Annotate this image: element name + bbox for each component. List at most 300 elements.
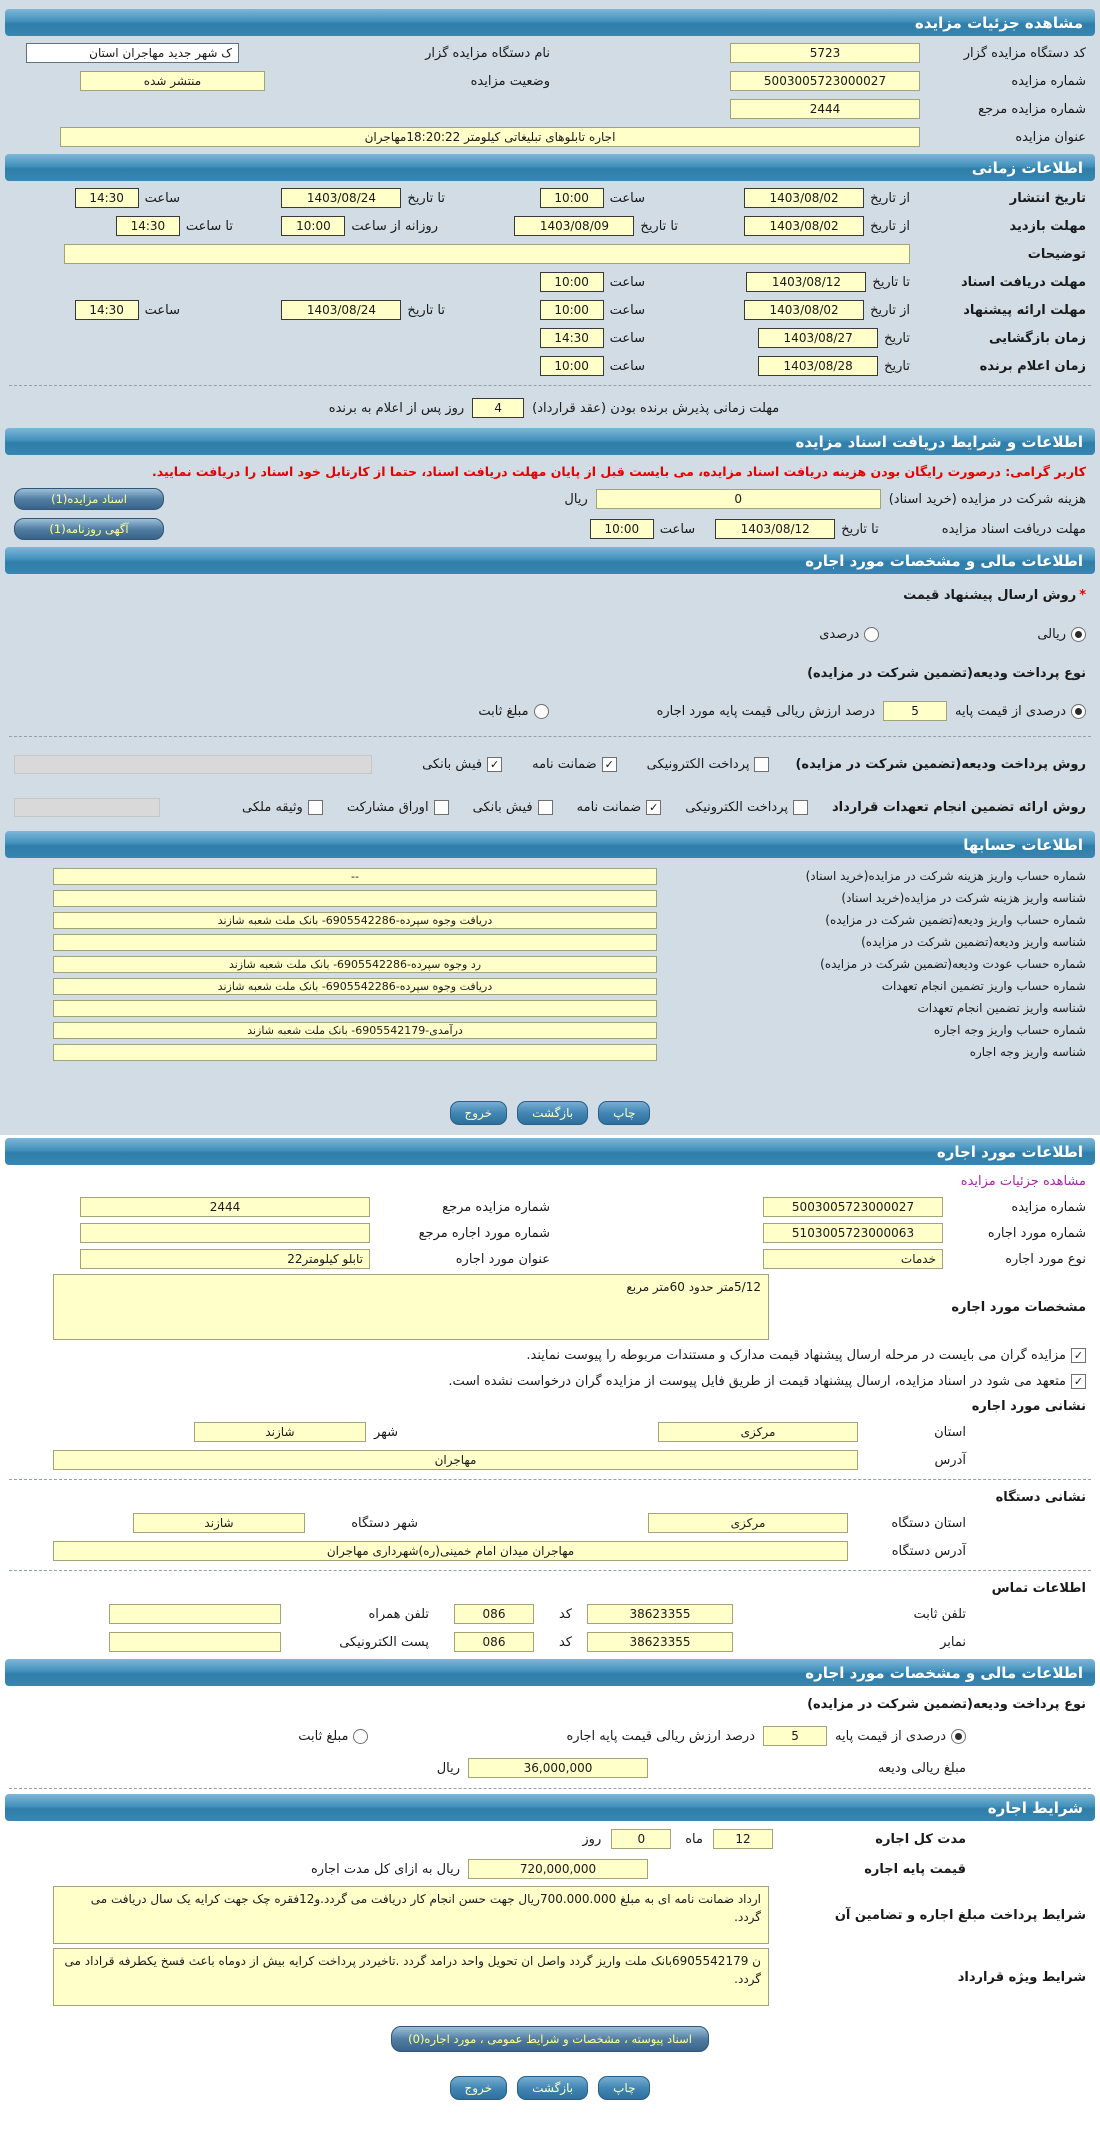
- no-file-note-row: [0, 1368, 1100, 1394]
- base-price-field[interactable]: 720,000,000: [468, 1859, 648, 1879]
- visit-from-time-field[interactable]: 10:00: [281, 216, 345, 236]
- rental-auction-ref-label: شماره مزایده مرجع: [442, 1199, 550, 1215]
- opening-time-field[interactable]: 14:30: [540, 328, 604, 348]
- fax-label: نمابر: [940, 1634, 966, 1650]
- fixed-amount-label-2: مبلغ ثابت: [298, 1728, 349, 1744]
- fax-code-field[interactable]: 086: [454, 1632, 534, 1652]
- account-label: شماره حساب عودت ودیعه(تضمین شرکت در مزایده): [820, 957, 1086, 971]
- percent-radio-label: درصدی: [819, 626, 860, 642]
- publish-to-time-group: [50, 188, 180, 208]
- back-button[interactable]: بازگشت: [517, 1101, 588, 1125]
- auction-ref-label: شماره مزایده مرجع: [978, 101, 1086, 117]
- percent-suffix-label-2: درصد ارزش ریالی قیمت پایه اجاره: [566, 1728, 756, 1744]
- rental-item-number-label: شماره مورد اجاره: [987, 1225, 1086, 1241]
- rental-item-number-row: [0, 1220, 1100, 1246]
- address-field[interactable]: مهاجران: [53, 1450, 858, 1470]
- duration-row: [0, 1824, 1100, 1854]
- no-file-note-checkbox[interactable]: [1071, 1374, 1086, 1389]
- province-label: استان: [934, 1424, 966, 1440]
- rental-item-ref-group: [14, 1223, 550, 1243]
- deposit-pay-method-label: روش پرداخت ودیعه(تضمین شرکت در مزایده): [795, 756, 1086, 772]
- agency-code-field[interactable]: 5723: [730, 43, 920, 63]
- price-method-options-row: [0, 613, 1100, 655]
- rental-auction-ref-field[interactable]: 2444: [80, 1197, 370, 1217]
- agency-name-label: نام دستگاه مزایده گزار: [425, 45, 550, 61]
- auction-title-row: [0, 123, 1100, 151]
- rental-specs-textarea[interactable]: 5/12متر حدود 60متر مربع: [53, 1274, 769, 1340]
- daily-from-label: روزانه از ساعت: [351, 218, 438, 234]
- area-code-label: کد: [558, 1606, 572, 1622]
- docs-warning-text: کاربر گرامی: درصورت رایگان بودن هزینه دریافت اسناد مزایده، می بایست قبل از پایان مهلت دریافت اسناد، حتما از کارتابل خود اسناد را دریافت نمایید.: [152, 463, 1086, 479]
- publish-label: تاریخ انتشار: [1009, 190, 1086, 206]
- rental-title-group: [14, 1249, 550, 1269]
- docs-receive-deadline-label: مهلت دریافت اسناد: [960, 274, 1086, 290]
- org-address-header: نشانی دستگاه: [995, 1489, 1086, 1505]
- percent-base-radio-2[interactable]: [951, 1729, 966, 1744]
- deposit-percent-row: [0, 691, 1100, 731]
- section-header-timing: [5, 154, 1095, 181]
- to-date-label: تا تاریخ: [872, 274, 910, 290]
- contract-guarantee-row: [0, 786, 1100, 828]
- item-address-row: [0, 1446, 1100, 1474]
- auction-title-label: عنوان مزایده: [1015, 129, 1086, 145]
- section-title-accounts: اطلاعات حسابها: [963, 835, 1083, 854]
- percent-base-label-2: درصدی از قیمت پایه: [835, 1728, 946, 1744]
- print-button-bottom[interactable]: چاپ: [598, 2076, 650, 2100]
- account-row: [0, 953, 1100, 975]
- rental-auction-ref-group: [14, 1197, 550, 1217]
- publish-to-time-field[interactable]: 14:30: [75, 188, 139, 208]
- offer-from-time-group: [515, 300, 645, 320]
- agency-name-input[interactable]: ک شهر جدید مهاجران استان: [26, 43, 239, 63]
- publish-to-group: [235, 188, 445, 208]
- offer-from-group: [700, 300, 910, 320]
- rental-auction-number-field[interactable]: 5003005723000027: [763, 1197, 943, 1217]
- docs-deadline-date-group: [715, 519, 879, 539]
- org-province-label: استان دستگاه: [891, 1515, 966, 1531]
- item-province-city-row: [0, 1418, 1100, 1446]
- fax-field[interactable]: 38623355: [587, 1632, 733, 1652]
- docs-deadline-label: مهلت دریافت اسناد مزایده: [941, 521, 1086, 537]
- docs-fee-field[interactable]: 0: [596, 489, 881, 509]
- opening-time-row: [0, 324, 1100, 352]
- docs-deadline-date-field[interactable]: 1403/08/12: [746, 272, 866, 292]
- back-button-bottom[interactable]: بازگشت: [517, 2076, 588, 2100]
- account-label: شناسه واریز تضمین انجام تعهدات: [917, 1001, 1086, 1015]
- area-code-label: کد: [558, 1634, 572, 1650]
- visit-to-group: [468, 216, 678, 236]
- address-label: آدرس: [934, 1452, 966, 1468]
- docs-fee-label: هزینه شرکت در مزایده (خرید اسناد): [888, 491, 1086, 507]
- section-header-financial: [5, 547, 1095, 574]
- deposit-type-row: [0, 655, 1100, 691]
- account-field[interactable]: [53, 1044, 657, 1061]
- fixed-amount-label: مبلغ ثابت: [478, 703, 529, 719]
- section-header-docs: [5, 428, 1095, 455]
- separator: [9, 1570, 1091, 1571]
- month-label: ماه: [685, 1831, 703, 1847]
- offer-deadline-row: [0, 296, 1100, 324]
- account-field[interactable]: دریافت وجوه سپرده-6905542286- بانک ملت شعبه شازند: [53, 912, 657, 929]
- guarantee-bank-receipt-label: فیش بانکی: [472, 799, 533, 815]
- visit-from-date-field[interactable]: 1403/08/02: [744, 216, 864, 236]
- email-label: پست الکترونیکی: [339, 1634, 429, 1650]
- agency-code-group: [550, 43, 1086, 63]
- section-title-auction-details: مشاهده جزئیات مزایده: [914, 13, 1083, 32]
- auction-ref-field[interactable]: 2444: [730, 99, 920, 119]
- deposit-amount-row: [0, 1753, 1100, 1783]
- section-header-rental-item: [5, 1138, 1095, 1165]
- auction-status-label: وضعیت مزایده: [470, 73, 550, 89]
- participation-bonds-checkbox[interactable]: [434, 800, 449, 815]
- deposit-type-label: نوع پرداخت ودیعه(تضمین شرکت در مزایده): [807, 665, 1086, 681]
- section-header-accounts: [5, 831, 1095, 858]
- winner-label: زمان اعلام برنده: [979, 358, 1086, 374]
- no-file-note-label: متعهد می شود در اسناد مزایده، ارسال پیشنهاد قیمت از طریق فایل پیوست از مزایده گران درخواست نشده است.: [448, 1373, 1066, 1389]
- base-price-label: قیمت پایه اجاره: [864, 1861, 966, 1877]
- offer-to-time-field[interactable]: 14:30: [75, 300, 139, 320]
- account-row: [0, 997, 1100, 1019]
- acceptance-deadline-row: [0, 391, 1100, 425]
- section-header-auction-details: [5, 9, 1095, 36]
- publish-from-time-group: [515, 188, 645, 208]
- auction-status-group: [14, 71, 550, 91]
- separator: [9, 385, 1091, 386]
- mobile-label: تلفن همراه: [368, 1606, 429, 1622]
- offer-label: مهلت ارائه پیشنهاد: [963, 302, 1086, 318]
- account-row: [0, 931, 1100, 953]
- property-collateral-checkbox[interactable]: [308, 800, 323, 815]
- section-title-rental-item: اطلاعات مورد اجاره: [936, 1142, 1083, 1161]
- org-province-field[interactable]: مرکزی: [648, 1513, 848, 1533]
- offer-to-date-field[interactable]: 1403/08/24: [281, 300, 401, 320]
- hour-label: ساعت: [609, 302, 645, 318]
- org-city-label: شهر دستگاه: [351, 1515, 418, 1531]
- to-date-label: تا تاریخ: [407, 302, 445, 318]
- org-address-row: [0, 1537, 1100, 1565]
- from-date-label: از تاریخ: [870, 218, 910, 234]
- to-date-label: تا تاریخ: [841, 521, 879, 537]
- rental-type-label: نوع مورد اجاره: [1005, 1251, 1086, 1267]
- publish-from-time-field[interactable]: 10:00: [540, 188, 604, 208]
- item-address-header: نشانی مورد اجاره: [971, 1398, 1086, 1414]
- hour-label: ساعت: [144, 190, 180, 206]
- guarantee-letter2-checkbox[interactable]: [646, 800, 661, 815]
- view-auction-details-row: [0, 1168, 1100, 1194]
- auction-documents-button[interactable]: اسناد مزایده(1): [14, 488, 164, 510]
- attach-note-checkbox[interactable]: [1071, 1348, 1086, 1363]
- percent-base-radio[interactable]: [1071, 704, 1086, 719]
- date-label: تاریخ: [884, 330, 910, 346]
- rental-auction-number-label: شماره مزایده: [1011, 1199, 1086, 1215]
- winner-date-field[interactable]: 1403/08/28: [758, 356, 878, 376]
- contact-header: اطلاعات تماس: [991, 1580, 1086, 1596]
- agency-name-group: [14, 43, 550, 63]
- mobile-field[interactable]: [109, 1604, 281, 1624]
- special-terms-row: [0, 1946, 1100, 2008]
- rental-title-field[interactable]: تابلو کیلومتر22: [80, 1249, 370, 1269]
- hour-label: ساعت: [609, 330, 645, 346]
- phone-row: [0, 1600, 1100, 1628]
- offer-from-date-field[interactable]: 1403/08/02: [744, 300, 864, 320]
- docs-fee-row: [0, 484, 1100, 514]
- guarantee-letter2-label: ضمانت نامه: [576, 799, 642, 815]
- from-date-label: از تاریخ: [870, 302, 910, 318]
- bank-receipt-checkbox[interactable]: [487, 757, 502, 772]
- rental-type-field[interactable]: خدمات: [763, 1249, 943, 1269]
- rial-label: ریال: [564, 491, 588, 507]
- auction-number-row: [0, 67, 1100, 95]
- auction-title-field[interactable]: اجاره تابلوهای تبلیغاتی کیلومتر 18:20:22مهاجران: [60, 127, 920, 147]
- day-label: روز: [582, 1831, 602, 1847]
- org-address-label: آدرس دستگاه: [891, 1543, 966, 1559]
- city-field[interactable]: شازند: [194, 1422, 366, 1442]
- account-label: شماره حساب واریز وجه اجاره: [933, 1023, 1086, 1037]
- visit-from-group: [700, 216, 910, 236]
- opening-label: زمان بازگشایی: [989, 330, 1086, 346]
- percent-suffix-label: درصد ارزش ریالی قیمت پایه مورد اجاره: [656, 703, 876, 719]
- auction-number-field[interactable]: 5003005723000027: [730, 71, 920, 91]
- acceptance-suffix-label: روز پس از اعلام به برنده: [328, 400, 465, 416]
- opening-time-group: [515, 328, 645, 348]
- account-label: شناسه واریز وجه اجاره: [969, 1045, 1086, 1059]
- account-field[interactable]: [53, 1000, 657, 1017]
- base-price-suffix-label: ریال به ازای کل مدت اجاره: [311, 1861, 460, 1877]
- guarantee-bank-receipt-checkbox[interactable]: [538, 800, 553, 815]
- deposit-percent-row-2: [0, 1719, 1100, 1753]
- percent-base-label: درصدی از قیمت پایه: [955, 703, 1066, 719]
- duration-months-field[interactable]: 12: [713, 1829, 773, 1849]
- auction-number-group: [550, 71, 1086, 91]
- account-field[interactable]: رد وجوه سپرده-6905542286- بانک ملت شعبه شازند: [53, 956, 657, 973]
- base-price-row: [0, 1854, 1100, 1884]
- docs-deadline-row: [0, 514, 1100, 544]
- electronic-payment-label: پرداخت الکترونیکی: [646, 756, 750, 772]
- item-address-header-row: [0, 1394, 1100, 1418]
- account-label: شماره حساب واریز ودیعه(تضمین شرکت در مزایده): [825, 913, 1086, 927]
- guarantee-electronic-label: پرداخت الکترونیکی: [685, 799, 788, 815]
- description-row: [0, 240, 1100, 268]
- account-field[interactable]: [53, 934, 657, 951]
- province-field[interactable]: مرکزی: [658, 1422, 858, 1442]
- electronic-payment-checkbox[interactable]: [754, 757, 769, 772]
- exit-button[interactable]: خروج: [450, 1101, 508, 1125]
- visit-to-time-group: [88, 216, 233, 236]
- percent-value-field[interactable]: 5: [883, 701, 947, 721]
- special-terms-textarea[interactable]: ن 6905542179بانک ملت واریز گردد واصل ان تحویل واحد درامد گردد .تاخیردر پرداخت کرایه بیش از دوماه باعث فسخ یکطرفه قراداد می گردد.: [53, 1948, 769, 2006]
- opening-date-group: [700, 328, 910, 348]
- auction-number-label: شماره مزایده: [1011, 73, 1086, 89]
- account-label: شناسه واریز هزینه شرکت در مزایده(خرید اسناد): [841, 891, 1086, 905]
- org-province-city-row: [0, 1509, 1100, 1537]
- contract-guarantee-label: روش ارائه تضمین انجام تعهدات قرارداد: [832, 799, 1086, 815]
- fixed-amount-radio[interactable]: [534, 704, 549, 719]
- deposit-type-label-2: نوع پرداخت ودیعه(تضمین شرکت در مزایده): [807, 1696, 1086, 1712]
- account-row: [0, 865, 1100, 887]
- account-field[interactable]: [53, 890, 657, 907]
- account-label: شماره حساب واریز هزینه شرکت در مزایده(خرید اسناد): [805, 869, 1086, 883]
- separator: [9, 1788, 1091, 1789]
- city-label: شهر: [373, 1424, 398, 1440]
- docs-deadline-date-field2[interactable]: 1403/08/12: [715, 519, 835, 539]
- docs-deadline-time-group: [590, 519, 695, 539]
- account-row: [0, 887, 1100, 909]
- rental-specs-row: [0, 1272, 1100, 1342]
- publish-from-date-field[interactable]: 1403/08/02: [744, 188, 864, 208]
- rial-label: ریال: [436, 1760, 460, 1776]
- percent-value-field-2[interactable]: 5: [763, 1726, 827, 1746]
- from-date-label: از تاریخ: [870, 190, 910, 206]
- org-city-field[interactable]: شازند: [133, 1513, 305, 1533]
- guarantee-letter-label: ضمانت نامه: [532, 756, 597, 772]
- price-method-row: [0, 577, 1100, 613]
- payment-terms-label: شرایط پرداخت مبلغ اجاره و تضامین آن: [834, 1907, 1086, 1923]
- winner-time-field[interactable]: 10:00: [540, 356, 604, 376]
- fax-row: [0, 1628, 1100, 1656]
- opening-date-field[interactable]: 1403/08/27: [758, 328, 878, 348]
- auction-status-field[interactable]: منتشر شده: [80, 71, 265, 91]
- section-header-financial-2: [5, 1659, 1095, 1686]
- attach-note-row: [0, 1342, 1100, 1368]
- attachments-row: [0, 2008, 1100, 2062]
- contact-header-row: [0, 1576, 1100, 1600]
- docs-receive-deadline-row: [0, 268, 1100, 296]
- exit-button-bottom[interactable]: خروج: [450, 2076, 508, 2100]
- phone-label: تلفن ثابت: [913, 1606, 966, 1622]
- to-date-label: تا تاریخ: [640, 218, 678, 234]
- deposit-type-row-2: [0, 1689, 1100, 1719]
- to-date-label: تا تاریخ: [407, 190, 445, 206]
- docs-deadline-time-field[interactable]: 10:00: [540, 272, 604, 292]
- winner-date-group: [700, 356, 910, 376]
- print-button[interactable]: چاپ: [598, 1101, 650, 1125]
- publish-from-group: [700, 188, 910, 208]
- price-method-label: روش ارسال پیشنهاد قیمت: [903, 587, 1077, 603]
- rental-item-region: [0, 1135, 1100, 2130]
- account-row: [0, 1041, 1100, 1063]
- phone-code-field[interactable]: 086: [454, 1604, 534, 1624]
- bottom-actions-row: [0, 2062, 1100, 2110]
- property-collateral-label: وثیقه ملکی: [242, 799, 303, 815]
- publish-to-date-field[interactable]: 1403/08/24: [281, 188, 401, 208]
- rental-specs-label: مشخصات مورد اجاره: [951, 1299, 1086, 1315]
- hour-label: ساعت: [609, 190, 645, 206]
- publish-date-row: [0, 184, 1100, 212]
- org-address-field[interactable]: مهاجران میدان امام خمینی(ره)شهرداری مهاجران: [53, 1541, 848, 1561]
- hour-label: ساعت: [609, 274, 645, 290]
- account-label: شناسه واریز ودیعه(تضمین شرکت در مزایده): [861, 935, 1086, 949]
- guarantee-letter-checkbox[interactable]: [602, 757, 617, 772]
- docs-warning-row: [0, 458, 1100, 484]
- accounts-list: [0, 861, 1100, 1073]
- to-hour-label: تا ساعت: [185, 218, 233, 234]
- docs-deadline-time-field2[interactable]: 10:00: [590, 519, 654, 539]
- view-auction-details-link[interactable]: مشاهده جزئیات مزایده: [960, 1173, 1086, 1189]
- disabled-field: [14, 798, 160, 817]
- fixed-amount-radio-2[interactable]: [353, 1729, 368, 1744]
- separator: [9, 736, 1091, 737]
- agency-code-label: کد دستگاه مزایده گزار: [963, 45, 1086, 61]
- account-field[interactable]: درآمدی-6905542179- بانک ملت شعبه شازند: [53, 1022, 657, 1039]
- email-field[interactable]: [109, 1632, 281, 1652]
- acceptance-label: مهلت زمانی پذیرش برنده بودن (عقد قرارداد): [532, 400, 780, 416]
- offer-to-group: [235, 300, 445, 320]
- required-asterisk: *: [1079, 587, 1086, 603]
- attach-note-label: مزایده گران می بایست در مرحله ارسال پیشنهاد قیمت مدارک و مستندات مربوطه را پیوست نمایند.: [526, 1347, 1066, 1363]
- visit-to-date-field[interactable]: 1403/08/09: [514, 216, 634, 236]
- account-field[interactable]: دریافت وجوه سپرده-6905542286- بانک ملت شعبه شازند: [53, 978, 657, 995]
- offer-to-time-group: [50, 300, 180, 320]
- deposit-amount-label: مبلغ ریالی ودیعه: [878, 1760, 966, 1776]
- rial-radio-label: ریالی: [1037, 626, 1066, 642]
- rental-item-number-field[interactable]: 5103005723000063: [763, 1223, 943, 1243]
- duration-label: مدت کل اجاره: [875, 1831, 966, 1847]
- deposit-amount-field[interactable]: 36,000,000: [468, 1758, 648, 1778]
- visit-label: مهلت بازدید: [1009, 218, 1086, 234]
- agency-row: [0, 39, 1100, 67]
- org-address-header-row: [0, 1485, 1100, 1509]
- account-row: [0, 975, 1100, 997]
- section-title-financial-2: اطلاعات مالی و مشخصات مورد اجاره: [805, 1663, 1083, 1682]
- rental-item-ref-label: شماره مورد اجاره مرجع: [418, 1225, 550, 1241]
- rental-item-ref-field[interactable]: [80, 1223, 370, 1243]
- attached-documents-button[interactable]: اسناد پیوسته ، مشخصات و شرایط عمومی ، مورد اجاره(0): [391, 2026, 709, 2052]
- date-label: تاریخ: [884, 358, 910, 374]
- account-field[interactable]: --: [53, 868, 657, 885]
- section-title-docs: اطلاعات و شرایط دریافت اسناد مزایده: [795, 432, 1083, 451]
- bank-receipt-label: فیش بانکی: [422, 756, 483, 772]
- section-title-financial: اطلاعات مالی و مشخصات مورد اجاره: [805, 551, 1083, 570]
- special-terms-label: شرایط ویژه قرارداد: [957, 1969, 1086, 1985]
- newspaper-ad-button[interactable]: آگهی روزنامه(1): [14, 518, 164, 540]
- duration-days-field[interactable]: 0: [611, 1829, 671, 1849]
- percent-radio[interactable]: [864, 627, 879, 642]
- separator: [9, 1479, 1091, 1480]
- hour-label: ساعت: [659, 521, 696, 537]
- visit-to-time-field[interactable]: 14:30: [116, 216, 180, 236]
- rental-type-group: [550, 1249, 1086, 1269]
- winner-time-group: [515, 356, 645, 376]
- rental-auction-number-group: [550, 1197, 1086, 1217]
- section-header-terms: [5, 1794, 1095, 1821]
- section-title-terms: شرایط اجاره: [987, 1798, 1083, 1817]
- hour-label: ساعت: [609, 358, 645, 374]
- deposit-pay-method-row: [0, 742, 1100, 786]
- payment-terms-row: [0, 1884, 1100, 1946]
- hour-label: ساعت: [144, 302, 180, 318]
- rental-title-label: عنوان مورد اجاره: [455, 1251, 550, 1267]
- guarantee-electronic-checkbox[interactable]: [793, 800, 808, 815]
- rental-auction-number-row: [0, 1194, 1100, 1220]
- top-actions-row: [0, 1073, 1100, 1135]
- rial-radio[interactable]: [1071, 627, 1086, 642]
- disabled-field: [14, 755, 372, 774]
- docs-deadline-date-group: [700, 272, 910, 292]
- winner-announce-row: [0, 352, 1100, 380]
- rental-type-row: [0, 1246, 1100, 1272]
- description-label: توضیحات: [1027, 246, 1086, 262]
- section-title-timing: اطلاعات زمانی: [971, 158, 1083, 177]
- visit-daily-from-group: [263, 216, 438, 236]
- visit-deadline-row: [0, 212, 1100, 240]
- offer-from-time-field[interactable]: 10:00: [540, 300, 604, 320]
- phone-field[interactable]: 38623355: [587, 1604, 733, 1624]
- description-field[interactable]: [64, 244, 910, 264]
- payment-terms-textarea[interactable]: ارداد ضمانت نامه ای به مبلغ 700.000.000ریال جهت حسن انجام کار دریافت می گردد.و12فقره چک جهت کرایه یک سال دریافت می گردد.: [53, 1886, 769, 1944]
- account-row: [0, 909, 1100, 931]
- participation-bonds-label: اوراق مشارکت: [346, 799, 429, 815]
- acceptance-days-field[interactable]: 4: [472, 398, 524, 418]
